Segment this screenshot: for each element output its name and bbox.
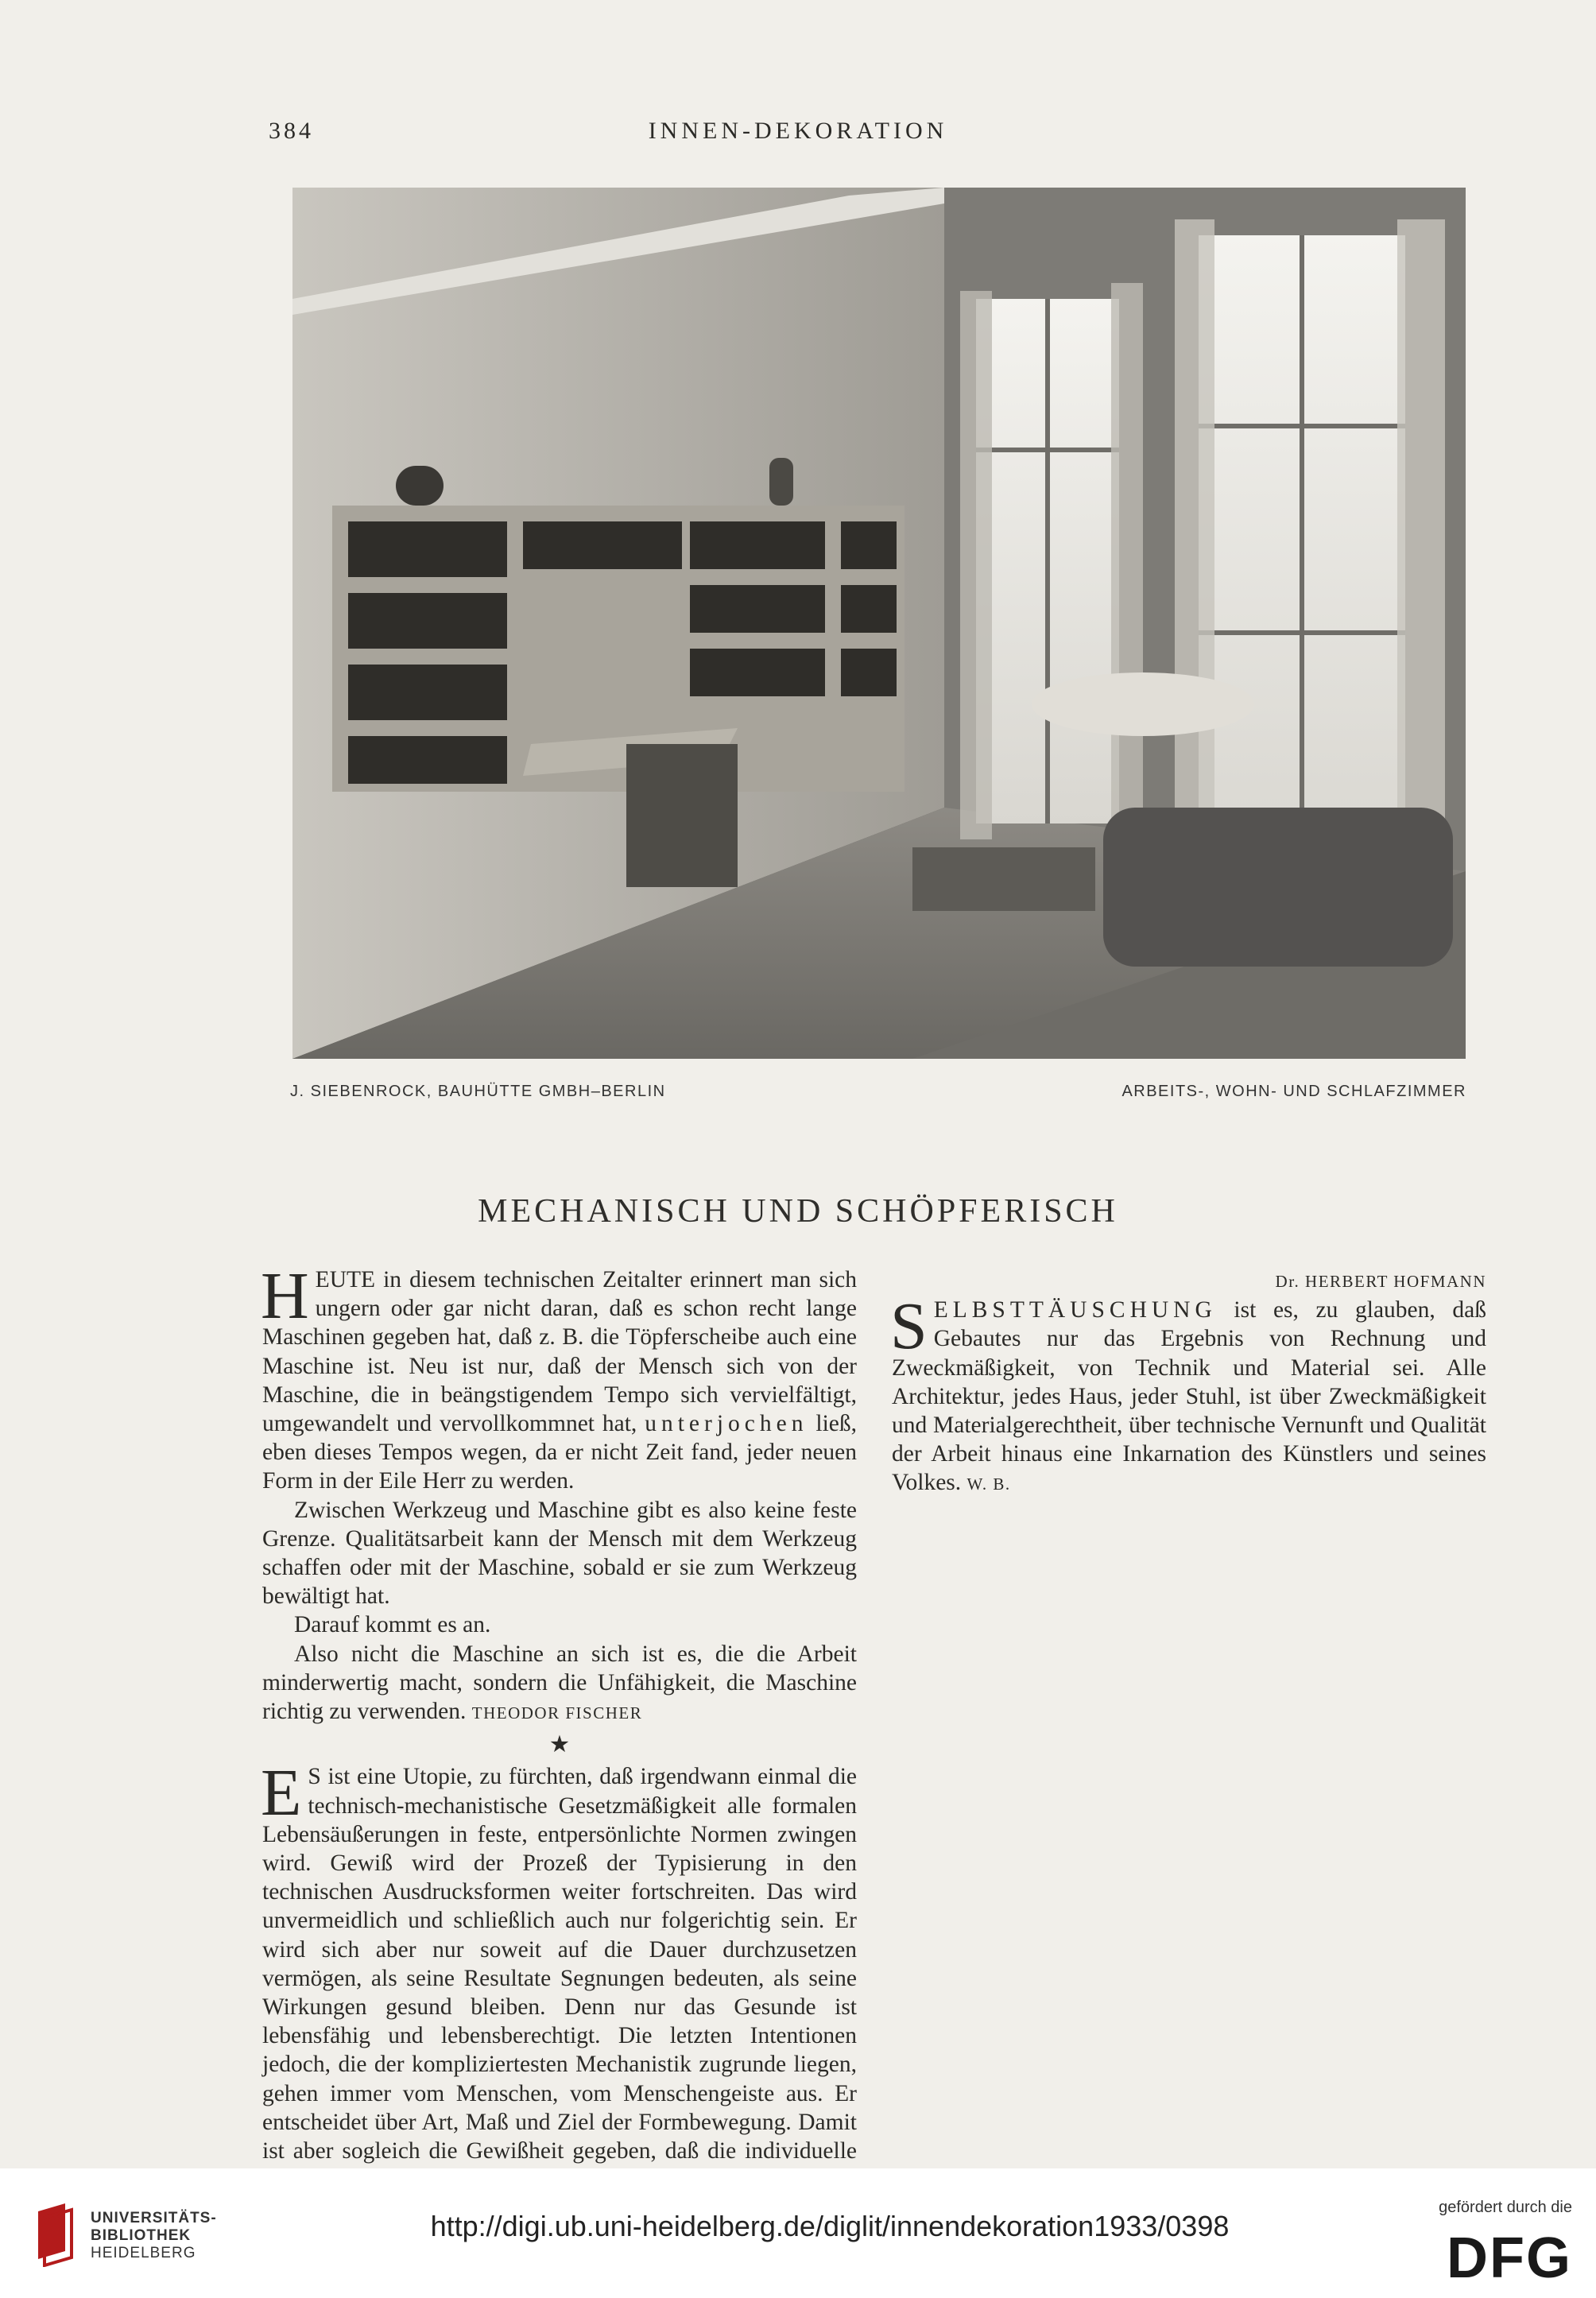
section-separator: ★ xyxy=(548,1732,571,1758)
footer-bar xyxy=(0,2168,1596,2298)
source-url-link[interactable]: http://digi.ub.uni-heidelberg.de/diglit/innendekoration1933/0398 xyxy=(430,2210,1230,2242)
photo-caption-room: ARBEITS-, WOHN- UND SCHLAFZIMMER xyxy=(1121,1083,1466,1100)
paragraph-4: Also nicht die Maschine an sich ist es, die die Arbeit minderwertig macht, sondern die Unfähigkeit, die Maschine richtig zu verwenden. THEODOR FISCHER xyxy=(262,1641,857,1725)
drop-cap: S xyxy=(890,1289,928,1364)
paragraph-2: Zwischen Werkzeug und Maschine gibt es also keine feste Grenze. Qualitätsarbeit kann der Mensch mit dem Werkzeug schaffen oder mit der Maschine, sobald er sie zum Werkzeug bewältigt hat. xyxy=(262,1497,857,1610)
spaced-emphasis: unterjochen xyxy=(645,1411,808,1437)
page-number: 384 xyxy=(269,118,314,144)
author-byline: THEODOR FISCHER xyxy=(471,1703,643,1723)
article-title: MECHANISCH UND SCHÖPFERISCH xyxy=(478,1193,1118,1230)
lead-word: ELBSTTÄUSCHUNG xyxy=(933,1297,1217,1323)
paragraph-5: E S ist eine Utopie, zu fürchten, daß irgendwann einmal die technisch-mechanistische Gesetzmäßigkeit alle formalen Lebensäußerungen in feste, entpersönlichte Normen zwingen wird. Gewiß wird der Prozeß der Typisierung in den technischen Ausdrucksformen weiter fortschreiten. Das wird unvermeidlich und schließlich auch nur folgerichtig sein. Er wird sich aber nur soweit auf die Dauer durchzusetzen vermögen, als seine Resultate Segnungen bedeuten, als seine Wirkungen gesund bleiben. Denn nur das Gesunde ist lebensfähig und lebensberechtigt. Die letzten Intentionen jedoch, die der kompliziertesten Mechanistik zugrunde liegen, gehen immer vom Menschen, vom Menschengeiste aus. Er entscheidet über Art, Maß und Ziel der Formbewegung. Damit ist aber sogleich die Gewißheit gegeben, daß die individuelle xyxy=(261,1756,857,2164)
paragraph-3: Darauf kommt es an. xyxy=(294,1612,491,1638)
paragraph-6: SELBSTTÄUSCHUNG ist es, zu glauben, daß Gebautes nur das Ergebnis von Rechnung und Zweckmäßigkeit, von Technik und Material sei. Alle Architektur, jedes Haus, jeder Stuhl, ist über Zweckmäßigkeit und Materialgerechtheit, über technische Vernunft und Qualität der Arbeit hinaus eine Inkarnation des Künstlers und seines Volkes. W. B. xyxy=(890,1289,1486,1496)
dfg-logo: DFG xyxy=(1447,2226,1572,2290)
lead-word: EUTE xyxy=(315,1267,376,1292)
author-initials: W. B. xyxy=(967,1475,1011,1494)
funding-note: gefördert durch die xyxy=(1439,2199,1572,2216)
text-column-right xyxy=(892,1265,1486,1499)
library-name: UNIVERSITÄTS- BIBLIOTHEK HEIDELBERG xyxy=(91,2210,217,2261)
author-byline: Dr. HERBERT HOFMANN xyxy=(1275,1272,1486,1291)
drop-cap: H xyxy=(261,1259,309,1333)
text-column-left xyxy=(261,1259,857,2223)
running-title: INNEN-DEKORATION xyxy=(648,118,948,144)
interior-photograph xyxy=(292,188,1466,1059)
photo-caption-maker: J. SIEBENROCK, BAUHÜTTE GMBH–BERLIN xyxy=(290,1083,666,1100)
drop-cap: E xyxy=(261,1756,302,1831)
paragraph-1: HEUTE in diesem technischen Zeitalter erinnert man sich ungern oder gar nicht daran, daß es schon recht lange Maschinen gegeben hat, daß z. B. die Töpferscheibe auch eine Maschine ist. Neu ist nur, daß der Mensch sich von der Maschine, die in beängstigendem Tempo sich vervielfältigt, umgewandelt und vervollkommnet hat, unterjochen ließ, eben dieses Tempos wegen, da er nicht Zeit fand, jeder neuen Form in der Eile Herr zu werden. xyxy=(261,1259,857,1494)
